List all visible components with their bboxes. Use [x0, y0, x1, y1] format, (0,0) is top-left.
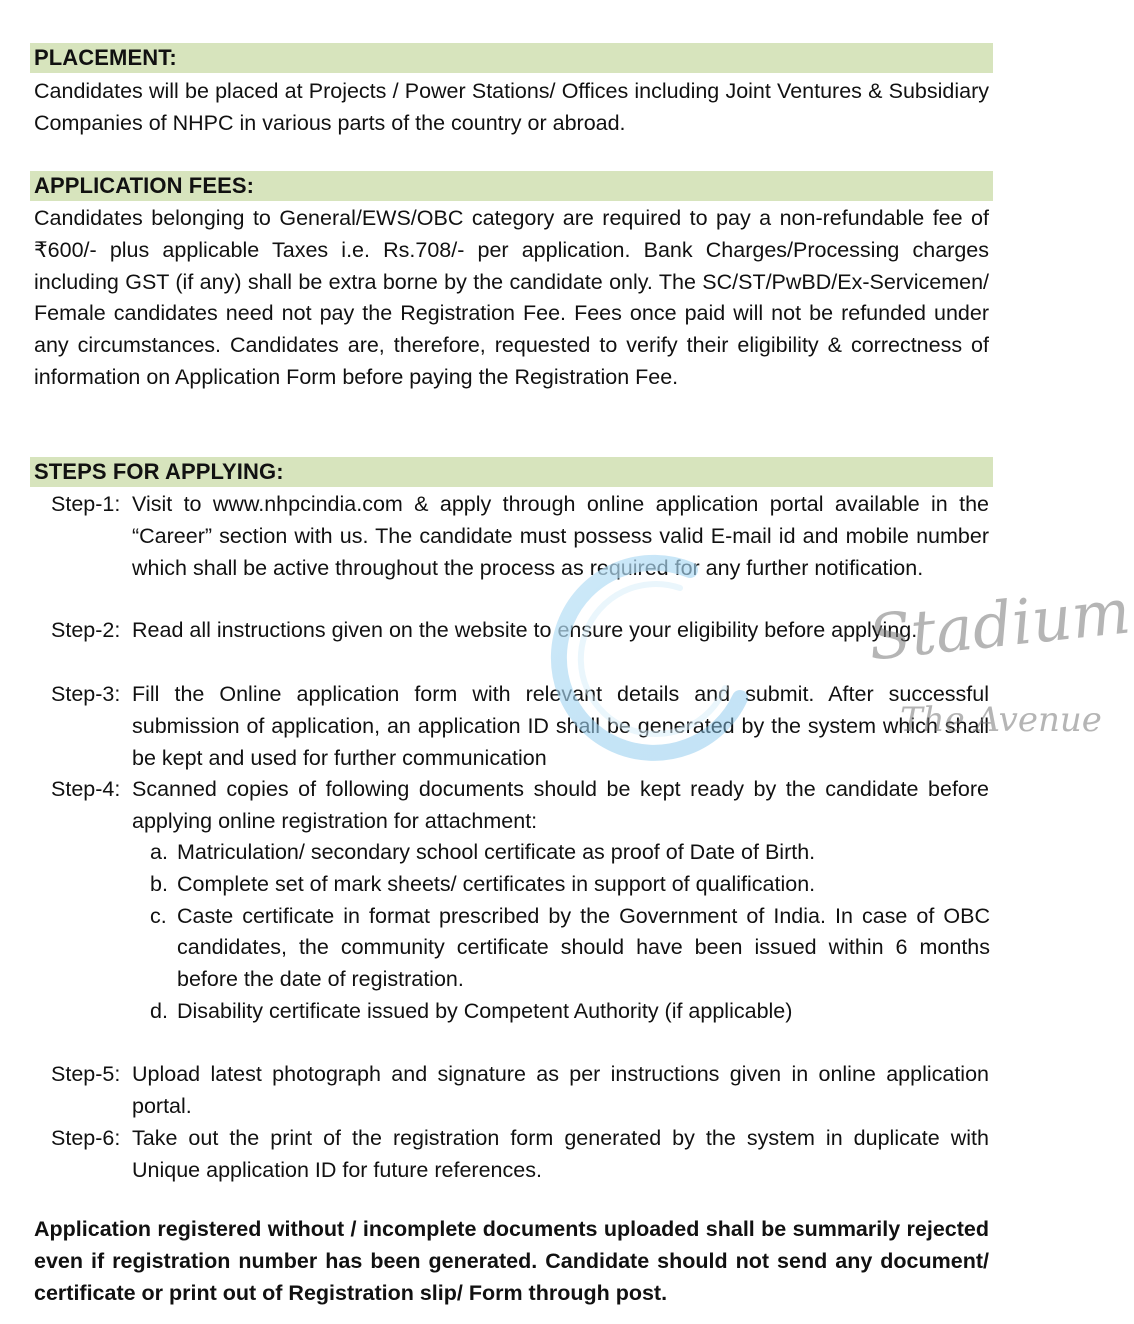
step-label: Step-2:	[51, 618, 121, 642]
step-text: Visit to www.nhpcindia.com & apply through online application portal available in the “Career” section with us. The candidate must possess valid E-mail id and mobile number which shall be active throughout the process as required for any further notification.	[132, 492, 989, 580]
placement-text: Candidates will be placed at Projects / Power Stations/ Offices including Joint Ventures & Subsidiary Companies of NHPC in various parts of the country or abroad.	[34, 79, 989, 135]
step-2	[51, 615, 989, 647]
fees-text: Candidates belonging to General/EWS/OBC category are required to pay a non-refundable fee of ₹600/- plus applicable Taxes i.e. Rs.708/- per application. Bank Charges/Processing charges including GST (if any) shall be extra borne by the candidate only. The SC/ST/PwBD/Ex-Servicemen/ Female candidates need not pay the Registration Fee. Fees once paid will not be refunded under any circumstances. Candidates are, therefore, requested to verify their eligibility & correctness of information on Application Form before paying the Registration Fee.	[34, 206, 989, 389]
document-text: Matriculation/ secondary school certificate as proof of Date of Birth.	[177, 840, 816, 864]
step-1	[51, 489, 989, 584]
document-letter: c.	[150, 903, 167, 928]
required-documents-list	[150, 837, 990, 1028]
step-3	[51, 679, 989, 774]
step-4	[51, 774, 989, 838]
fees-heading: APPLICATION FEES:	[30, 171, 993, 201]
step-5	[51, 1059, 989, 1123]
steps-heading: STEPS FOR APPLYING:	[30, 457, 993, 487]
watermark-main-text: Stadium	[864, 574, 1134, 675]
step-text: Fill the Online application form with relevant details and submit. After successful submission of application, an application ID shall be generated by the system which shall be kept and used for further communication	[132, 682, 989, 770]
step-text: Upload latest photograph and signature as per instructions given in online application portal.	[132, 1062, 989, 1118]
document-text: Complete set of mark sheets/ certificates in support of qualification.	[177, 871, 816, 896]
document-letter: d.	[150, 998, 168, 1023]
document-text: Caste certificate in format prescribed by the Government of India. In case of OBC candidates, the community certificate should have been issued within 6 months before the date of registration.	[177, 903, 990, 992]
step-label: Step-5:	[51, 1062, 121, 1086]
watermark-sub-text: The Avenue	[900, 700, 1102, 740]
step-text: Take out the print of the registration form generated by the system in duplicate with Unique application ID for future references.	[132, 1126, 989, 1182]
placement-heading: PLACEMENT:	[30, 43, 993, 73]
document-item-d	[150, 996, 990, 1028]
document-item-c	[150, 901, 990, 996]
document-letter: a.	[150, 840, 168, 864]
document-item-a	[150, 837, 990, 869]
footer-note: Application registered without / incomplete documents uploaded shall be summarily rejected even if registration number has been generated. Candidate should not send any document/ certificate or print out of Registration slip/ Form through post.	[34, 1217, 989, 1305]
step-text: Read all instructions given on the website to ensure your eligibility before applying.	[132, 618, 918, 642]
document-text: Disability certificate issued by Competent Authority (if applicable)	[177, 998, 793, 1023]
step-label: Step-1:	[51, 492, 121, 516]
step-text: Scanned copies of following documents should be kept ready by the candidate before applying online registration for attachment:	[132, 777, 989, 833]
document-item-b	[150, 869, 990, 901]
step-label: Step-4:	[51, 777, 121, 801]
step-6	[51, 1123, 989, 1187]
document-letter: b.	[150, 871, 168, 896]
step-label: Step-6:	[51, 1126, 121, 1150]
step-label: Step-3:	[51, 682, 121, 706]
